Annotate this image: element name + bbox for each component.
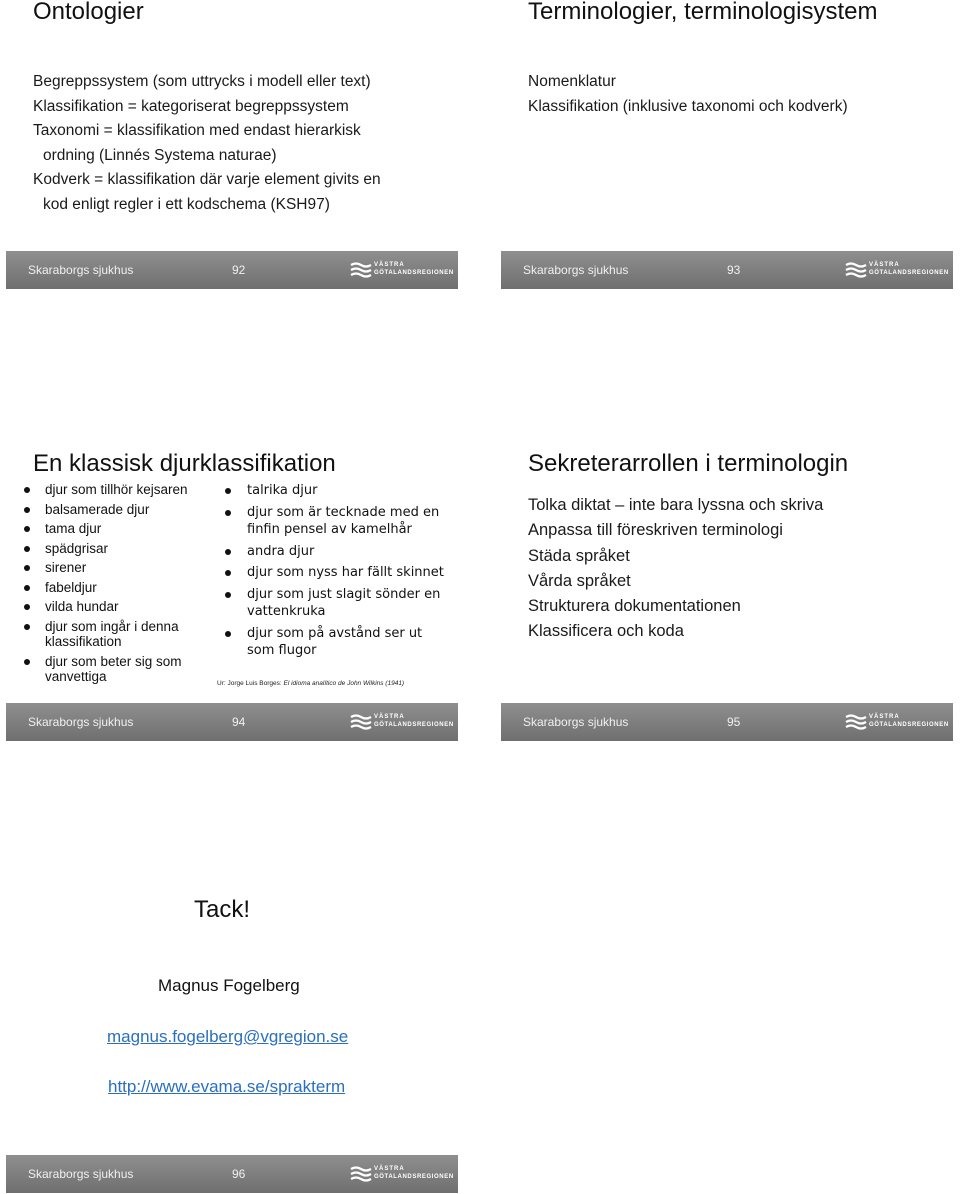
- text-line: Vårda språket: [528, 571, 631, 590]
- list-item: andra djur: [225, 543, 450, 561]
- slide-footer: [6, 251, 458, 289]
- logo-text-line1: VÄSTRA: [374, 1166, 405, 1172]
- logo-text-line1: VÄSTRA: [869, 714, 900, 720]
- list-item: djur som är tecknade med en finfin pensel av kamelhår: [225, 504, 450, 539]
- text-line: kod enligt regler i ett kodschema (KSH97): [43, 195, 330, 213]
- text-line: Taxonomi = klassifikation med endast hierarkisk: [33, 122, 361, 139]
- slide-footer: [6, 1155, 458, 1193]
- left-animal-list: [24, 482, 214, 689]
- list-item: fabeldjur: [24, 580, 214, 596]
- vgr-logo: [845, 261, 949, 281]
- website-link[interactable]: http://www.evama.se/sprakterm: [108, 1077, 346, 1096]
- source-work: El idioma analítico de John Wilkins (1941): [283, 680, 405, 687]
- list-item: sirener: [24, 560, 214, 576]
- slide-92: [6, 0, 458, 290]
- list-item: djur som beter sig som vanvettiga: [24, 654, 205, 685]
- right-animal-list: [225, 482, 450, 664]
- footer-org: Skaraborgs sjukhus: [523, 263, 629, 277]
- text-line: Tolka diktat – inte bara lyssna och skriva: [528, 496, 824, 514]
- slide-title: Tack!: [194, 896, 251, 923]
- text-line: Städa språket: [528, 546, 630, 565]
- logo-text-line1: VÄSTRA: [374, 714, 405, 720]
- logo-text-line2: GÖTALANDSREGIONEN: [869, 722, 949, 728]
- slide-title: Terminologier, terminologisystem: [528, 0, 878, 25]
- vgr-logo: [350, 713, 454, 733]
- logo-wave-icon: [845, 261, 867, 279]
- slide-footer: [6, 703, 458, 741]
- slide-number: 93: [727, 263, 741, 277]
- logo-wave-icon: [350, 261, 372, 279]
- source-citation: [217, 680, 404, 687]
- text-line: Klassifikation (inklusive taxonomi och kodverk): [528, 97, 848, 115]
- text-line: Anpassa till föreskriven terminologi: [528, 521, 783, 540]
- footer-org: Skaraborgs sjukhus: [523, 715, 629, 729]
- vgr-logo: [350, 1165, 454, 1185]
- slide-title: Sekreterarrollen i terminologin: [528, 450, 849, 477]
- email-link[interactable]: magnus.fogelberg@vgregion.se: [107, 1027, 349, 1046]
- slide-95: [501, 452, 953, 742]
- vgr-logo: [845, 713, 949, 733]
- footer-org: Skaraborgs sjukhus: [28, 263, 134, 277]
- logo-text-line1: VÄSTRA: [374, 262, 405, 268]
- text-line: Begreppssystem (som uttrycks i modell eller text): [33, 73, 371, 90]
- slide-number: 94: [232, 715, 246, 729]
- source-prefix: Ur: Jorge Luis Borges:: [217, 680, 284, 687]
- text-line: ordning (Linnés Systema naturae): [43, 146, 277, 164]
- logo-wave-icon: [845, 713, 867, 731]
- slide-94: [6, 452, 458, 742]
- list-item: djur som just slagit sönder en vattenkruka: [225, 586, 450, 621]
- logo-text-line2: GÖTALANDSREGIONEN: [869, 270, 949, 276]
- list-item: talrika djur: [225, 482, 450, 500]
- logo-wave-icon: [350, 713, 372, 731]
- logo-wave-icon: [350, 1165, 372, 1183]
- footer-org: Skaraborgs sjukhus: [28, 1167, 134, 1181]
- slide-number: 96: [232, 1167, 246, 1181]
- text-line: Klassifikation = kategoriserat begreppssystem: [33, 97, 349, 115]
- vgr-logo: [350, 261, 454, 281]
- slide-body: [33, 70, 381, 217]
- slide-number: 95: [727, 715, 741, 729]
- list-item: balsamerade djur: [24, 502, 214, 518]
- slide-title: En klassisk djurklassifikation: [33, 450, 336, 477]
- logo-text-line1: VÄSTRA: [869, 262, 900, 268]
- author-name: Magnus Fogelberg: [158, 976, 300, 995]
- text-line: Klassificera och koda: [528, 622, 684, 641]
- text-line: Nomenklatur: [528, 73, 616, 90]
- slide-footer: [501, 251, 953, 289]
- logo-text-line2: GÖTALANDSREGIONEN: [374, 1174, 454, 1180]
- list-item: tama djur: [24, 521, 214, 537]
- logo-text-line2: GÖTALANDSREGIONEN: [374, 270, 454, 276]
- footer-org: Skaraborgs sjukhus: [28, 715, 134, 729]
- slide-footer: [501, 703, 953, 741]
- slide-body: [528, 70, 848, 119]
- logo-text-line2: GÖTALANDSREGIONEN: [374, 722, 454, 728]
- slide-93: [501, 0, 953, 290]
- slide-body: [528, 493, 823, 645]
- list-item: djur som tillhör kejsaren: [24, 482, 214, 498]
- text-line: Strukturera dokumentationen: [528, 597, 741, 616]
- list-item: djur som på avstånd ser ut som flugor: [225, 625, 450, 660]
- list-item: spädgrisar: [24, 541, 214, 557]
- slide-number: 92: [232, 263, 246, 277]
- text-line: Kodverk = klassifikation där varje element givits en: [33, 171, 381, 188]
- list-item: vilda hundar: [24, 599, 214, 615]
- slide-title: Ontologier: [33, 0, 144, 25]
- list-item: djur som ingår i denna klassifikation: [24, 619, 195, 650]
- list-item: djur som nyss har fällt skinnet: [225, 564, 450, 582]
